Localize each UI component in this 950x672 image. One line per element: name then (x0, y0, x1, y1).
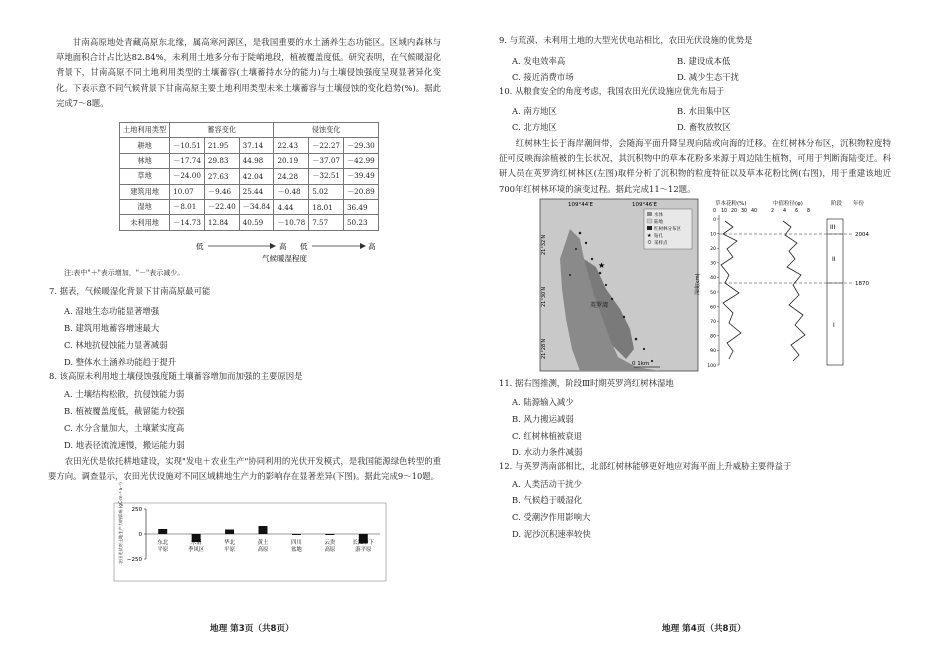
y-axis-label: 农田光伏对土地生产力的影响 (gC·m⁻²·a⁻¹) (118, 482, 123, 564)
core-star-icon: ★ (598, 261, 606, 270)
page-footer-4: 地理 第4页（共8页） (662, 624, 746, 634)
depth-tick-label: 70 (710, 320, 716, 325)
axis-caption: 气候暖湿程度 (262, 254, 307, 263)
place-label: 英罗湾 (590, 302, 609, 309)
pollen-ticks (713, 208, 757, 214)
year-1870: 1870 (855, 281, 869, 287)
depth-tick-label: 10 (710, 232, 716, 238)
legend-water: 水体 (654, 213, 663, 218)
q8-option-b[interactable]: B. 植被覆盖度低，截留能力较强 (64, 406, 185, 416)
q12-option-b[interactable]: B. 气候趋于暖湿化 (512, 495, 583, 505)
phase-i: I (833, 322, 835, 329)
table-row: 耕地 －10.51 21.95 37.14 22.43 －22.27 －29.30 (120, 138, 379, 153)
depth-tick-label: 80 (710, 334, 716, 340)
q8-option-a[interactable]: A. 土壤结构松散，抗侵蚀能力弱 (64, 389, 185, 399)
climate-gradient-axis (190, 239, 390, 263)
category-label: 平原 (157, 547, 169, 553)
depth-label: 深度(cm) (695, 273, 701, 295)
grain-size-curve (783, 221, 805, 361)
q8-option-d[interactable]: D. 地表径流流速慢，搬运能力弱 (64, 440, 185, 450)
q7-stem: 7. 据表，气候暖湿化背景下甘南高原最可能 (49, 286, 211, 296)
q7-option-a[interactable]: A. 湿地生态功能显著增强 (64, 306, 160, 316)
q9-option-a[interactable]: A. 发电效率高 (512, 56, 566, 66)
y-tick-label: 0 (138, 532, 142, 538)
q8-option-c[interactable]: C. 水分含量加大，土壤紧实度高 (64, 423, 185, 433)
table-header-type: 土地利用类型 (120, 123, 170, 138)
category-label: 盆地 (291, 547, 302, 553)
svg-text:0: 0 (713, 209, 717, 214)
svg-text:20: 20 (731, 209, 738, 214)
q10-option-b[interactable]: B. 水田集中区 (677, 106, 731, 116)
phase-column (827, 219, 843, 365)
pv-impact-bar-chart (114, 482, 386, 581)
grain-ticks (771, 208, 810, 214)
depth-tick-label: 90 (710, 349, 716, 355)
map-lon-2: 109°46′E (632, 202, 657, 208)
q9-option-b[interactable]: B. 建设成本低 (677, 56, 731, 66)
q9-stem: 9. 与荒漠、未利用土地的大型光伏电站相比，农田光伏设施的优势是 (499, 35, 753, 45)
year-2004: 2004 (855, 232, 869, 238)
bar (292, 534, 301, 535)
category-label: 东北 (157, 540, 169, 546)
q11-option-c[interactable]: C. 红树林植被衰退 (512, 431, 583, 441)
q11-option-d[interactable]: D. 水动力条件减弱 (512, 447, 583, 457)
map-lat-2: 21°30′N (541, 286, 547, 307)
phase-iii: III (830, 224, 836, 231)
bar (325, 534, 334, 535)
q7-option-c[interactable]: C. 林地抗侵蚀能力显著减弱 (64, 340, 168, 350)
svg-text:30: 30 (741, 209, 748, 214)
svg-text:2: 2 (771, 209, 775, 214)
map-lat-3: 21°28′N (541, 338, 547, 359)
depth-tick-label: 100 (707, 363, 716, 369)
year-label: 年份 (853, 201, 865, 207)
passage-7-8: 甘南高原地处青藏高原东北缘，属高寒河源区，是我国重要的水土涵养生态功能区。区域内森林与草地面积合计占比达82.84%，未利用土地多分布于陡峭地段，植被覆盖度低。研究表明，在气候暖湿化背景下，甘南高原不同土地利用类型的土壤蓄容(土壤蓄持水分的能力)与土壤侵蚀强度呈现显著异化变化。下表示意不同气候背景下甘南高原主要土地利用类型未来土壤蓄容与土壤侵蚀的变化趋势(%)。据此完成7～8题。 (56, 37, 441, 108)
category-label: 黄土 (257, 540, 269, 546)
page-4 (475, 0, 950, 672)
q12-option-d[interactable]: D. 泥沙沉积速率较快 (512, 529, 591, 539)
passage-9-10: 农田光伏是依托耕地建设，实现"发电＋农业生产"协同利用的光伏开发模式，是我国能源绿色转型的重要方向。调查显示，农田光伏设施对不同区域耕地生产力的影响存在显著差异(下图)。据此完成9～10题。 (48, 456, 441, 482)
category-label: 平原 (224, 547, 235, 553)
phase-ii: II (832, 256, 836, 263)
bar (225, 530, 234, 535)
table-header-erosion: 侵蚀变化 (274, 123, 378, 138)
bar (259, 526, 268, 534)
table-row: 建筑用地 10.07 －9.46 25.44 －0.48 5.02 －20.89 (120, 184, 379, 199)
table-row: 湿地 －8.01 －22.40 －34.84 4.44 18.01 36.49 (120, 199, 379, 214)
q10-option-a[interactable]: A. 南方地区 (512, 106, 557, 116)
q12-option-c[interactable]: C. 受潮汐作用影响大 (512, 512, 591, 522)
depth-tick-label: 60 (710, 305, 716, 311)
axis-low-2: 低 (300, 242, 308, 251)
svg-text:40: 40 (751, 209, 758, 214)
q12-stem: 12. 与英罗湾南部相比，北部红树林能够更好地应对海平面上升威胁主要得益于 (499, 461, 792, 471)
q10-stem: 10. 从粮食安全的角度考虑，我国农田光伏设施应优先布局于 (499, 86, 725, 96)
axis-high-2: 高 (368, 242, 376, 251)
scale-label: 0 1km (632, 361, 650, 367)
chart-frame (114, 503, 386, 581)
svg-text:6: 6 (795, 209, 799, 214)
q10-option-c[interactable]: C. 北方地区 (512, 122, 557, 132)
table-row: 草地 －24.00 27.63 42.04 24.28 －32.51 －39.49 (120, 169, 379, 184)
legend-sample: 采样点 (654, 241, 668, 246)
phase-label: 阶段 (831, 201, 843, 207)
svg-text:8: 8 (807, 209, 811, 214)
q11-stem: 11. 据右图推测，阶段Ⅲ时期英罗湾红树林湿地 (499, 378, 674, 388)
depth-tick-label: 30 (710, 261, 716, 267)
depth-tick-label: 0 (713, 217, 716, 223)
grain-label: 中值粒径(φ) (773, 201, 803, 207)
sediment-core-chart (695, 199, 891, 371)
axis-low-1: 低 (196, 242, 204, 251)
table-note: 注:表中"＋"表示增加，"－"表示减少。 (64, 269, 185, 277)
q11-option-b[interactable]: B. 风力搬运减弱 (512, 414, 574, 424)
pollen-label: 草本花粉(%) (715, 201, 747, 207)
depth-tick-label: 40 (710, 276, 716, 282)
category-label: 长江中下 (352, 540, 375, 546)
legend-mangrove: 红树林分布区 (654, 227, 681, 232)
svg-text:10: 10 (721, 209, 728, 214)
map-lon-1: 109°44′E (568, 202, 593, 208)
q8-stem: 8. 该高原未利用地土壤侵蚀强度随土壤蓄容增加而加强的主要原因是 (49, 371, 303, 381)
map-lat-1: 21°32′N (541, 234, 547, 255)
category-label: 高原 (257, 547, 269, 553)
table-row: 林地 －17.74 29.83 44.98 20.19 －37.07 －42.99 (120, 153, 379, 168)
category-label: 云贵 (324, 540, 336, 546)
legend-land: 陆地 (654, 220, 663, 225)
category-label: 东南 (190, 540, 202, 546)
q10-option-d[interactable]: D. 畜牧放牧区 (677, 122, 731, 132)
q7-option-d[interactable]: D. 整体水土涵养功能趋于提升 (64, 357, 177, 367)
axis-high-1: 高 (279, 242, 287, 251)
q9-option-c[interactable]: C. 接近消费市场 (512, 72, 574, 82)
yingluo-bay-map (540, 199, 698, 371)
q12-option-a[interactable]: A. 人类活动干扰少 (512, 479, 582, 489)
depth-tick-label: 50 (710, 290, 716, 296)
depth-ticks (707, 217, 719, 369)
category-label: 四川 (291, 540, 302, 546)
pollen-curve (721, 221, 741, 359)
svg-text:4: 4 (783, 209, 787, 214)
y-tick-label: 250 (131, 507, 142, 513)
legend-core: 钻孔 (654, 234, 663, 239)
table-row: 未利用地 －14.73 12.84 40.59 －10.78 7.57 50.23 (120, 215, 379, 230)
q9-option-d[interactable]: D. 减少生态干扰 (677, 72, 739, 82)
depth-tick-label: 20 (710, 247, 716, 252)
bar (158, 529, 167, 534)
table-header-storage: 蓄容变化 (170, 123, 274, 138)
q7-option-b[interactable]: B. 建筑用地蓄容增速最大 (64, 323, 160, 333)
passage-11-12: 红树林生长于海岸潮间带，会随海平面升降呈现向陆或向海的迁移。在红树林分布区，沉积物粒度特征可反映海涂植被的生长状况，其沉积物中的草本花粉多来源于周边陆生植物，可用于判断海陆变迁。科研人员在英罗湾红树林区(左图)取样分析了沉积物的粒度特征以及草本花粉比例(右图)，用于重建该地近700年红树林环境的演变过程。据此完成11～12题。 (499, 138, 891, 194)
q11-option-a[interactable]: A. 陆源输入减少 (512, 397, 574, 407)
page-footer-3: 地理 第3页（共8页） (210, 624, 294, 634)
y-tick-label: −250 (126, 557, 142, 563)
category-label: 华北 (224, 540, 235, 546)
legend-core-icon: ★ (647, 233, 652, 239)
category-label: 游平原 (355, 547, 372, 553)
land-use-table (119, 122, 379, 231)
category-label: 高原 (324, 547, 336, 553)
category-label: 季风区 (188, 547, 205, 553)
